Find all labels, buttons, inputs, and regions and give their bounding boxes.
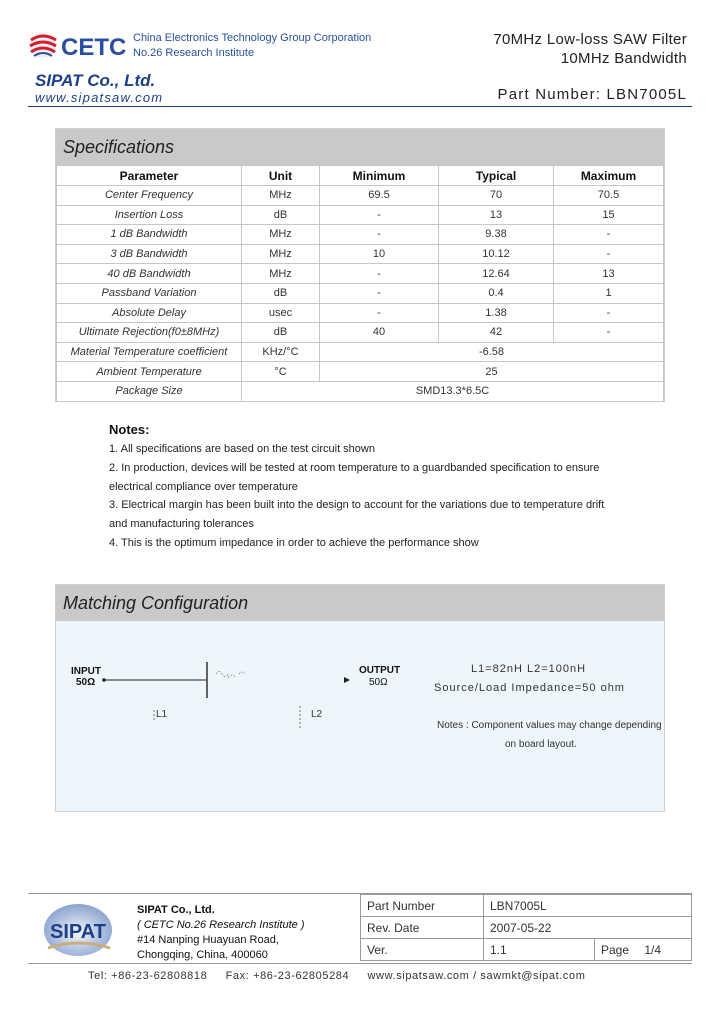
footer-company-name: SIPAT Co., Ltd. <box>137 904 215 916</box>
document-info-table <box>360 894 692 961</box>
cell-parameter: Insertion Loss <box>57 205 242 225</box>
table-row <box>57 303 664 323</box>
cell-typ: 13 <box>439 205 554 225</box>
specifications-table <box>56 165 664 402</box>
svg-text:CETC: CETC <box>61 34 127 61</box>
matching-circuit-diagram <box>56 640 386 750</box>
cell-unit: MHz <box>242 244 320 264</box>
cell-unit: dB <box>242 283 320 303</box>
cell-value: 25 <box>320 362 664 382</box>
company-line-1: China Electronics Technology Group Corporation <box>133 32 372 44</box>
part-number-heading: Part Number: LBN7005L <box>497 86 687 103</box>
cell-parameter: Center Frequency <box>57 186 242 206</box>
table-row <box>57 205 664 225</box>
header-divider <box>28 106 692 107</box>
cell-max: 13 <box>554 264 664 284</box>
cell-min: 69.5 <box>320 186 439 206</box>
output-arrow-icon <box>344 677 350 683</box>
table-row <box>57 323 664 343</box>
cell-unit: dB <box>242 205 320 225</box>
company-line-2: No.26 Research Institute <box>133 47 255 59</box>
cetc-globe-icon <box>28 28 136 62</box>
cell-max: - <box>554 323 664 343</box>
component-note-line-2: on board layout. <box>505 739 577 750</box>
company-name <box>133 31 371 61</box>
cell-max: - <box>554 303 664 323</box>
page-cell <box>595 939 692 961</box>
cell-min: - <box>320 264 439 284</box>
col-typical: Typical <box>439 166 554 186</box>
info-row-part-number <box>361 895 692 917</box>
website-link[interactable]: www.sipatsaw.com <box>35 90 164 105</box>
source-load-impedance: Source/Load Impedance=50 ohm <box>434 682 625 694</box>
col-unit: Unit <box>242 166 320 186</box>
cell-unit: MHz <box>242 186 320 206</box>
l1-label: L1 <box>156 709 168 720</box>
cell-value: SMD13.3*6.5C <box>242 381 664 401</box>
cell-parameter: Package Size <box>57 381 242 401</box>
l2-label: L2 <box>311 709 323 720</box>
cell-typ: 70 <box>439 186 554 206</box>
footer-address-2: Chongqing, China, 400060 <box>137 949 268 961</box>
col-parameter: Parameter <box>57 166 242 186</box>
cell-min: 40 <box>320 323 439 343</box>
note-line: 3. Electrical margin has been built into the design to account for the variations due to temperature drift <box>109 499 605 512</box>
cell-typ: 0.4 <box>439 283 554 303</box>
svg-text:SIPAT: SIPAT <box>50 921 106 943</box>
output-label: OUTPUT <box>359 665 401 676</box>
cell-parameter: Passband Variation <box>57 283 242 303</box>
footer-address-1: #14 Nanping Huayuan Road, <box>137 934 279 946</box>
footer-bottom-divider <box>28 963 692 964</box>
cell-typ: 1.38 <box>439 303 554 323</box>
title-line-1: 70MHz Low-loss SAW Filter <box>493 31 687 48</box>
saw-filter-icon <box>216 672 245 679</box>
table-header-row <box>57 166 664 186</box>
note-line: electrical compliance over temperature <box>109 480 298 493</box>
part-number-value: LBN7005L <box>484 895 692 917</box>
col-minimum: Minimum <box>320 166 439 186</box>
cell-unit: usec <box>242 303 320 323</box>
cell-min: - <box>320 303 439 323</box>
rev-date-value: 2007-05-22 <box>484 917 692 939</box>
matching-title: Matching Configuration <box>56 585 664 621</box>
cell-value: -6.58 <box>320 342 664 362</box>
table-row <box>57 381 664 401</box>
footer-company-block <box>137 903 305 963</box>
cell-min: - <box>320 283 439 303</box>
table-row <box>57 283 664 303</box>
note-line: 4. This is the optimum impedance in order to achieve the performance show <box>109 537 479 549</box>
rev-date-label: Rev. Date <box>361 917 484 939</box>
table-row <box>57 342 664 362</box>
col-maximum: Maximum <box>554 166 664 186</box>
cell-parameter: 1 dB Bandwidth <box>57 225 242 245</box>
cell-max: 15 <box>554 205 664 225</box>
title-line-2: 10MHz Bandwidth <box>560 50 687 67</box>
notes-title: Notes: <box>109 422 150 437</box>
cell-parameter: Ambient Temperature <box>57 362 242 382</box>
product-title <box>493 30 687 68</box>
footer-institute: ( CETC No.26 Research Institute ) <box>137 919 305 931</box>
sipat-logo <box>30 900 130 958</box>
info-row-rev-date <box>361 917 692 939</box>
input-terminal-icon <box>102 678 106 682</box>
cell-max: - <box>554 244 664 264</box>
cell-typ: 10.12 <box>439 244 554 264</box>
table-row <box>57 244 664 264</box>
cell-parameter: Absolute Delay <box>57 303 242 323</box>
cell-max: 70.5 <box>554 186 664 206</box>
note-line: 1. All specifications are based on the test circuit shown <box>109 443 375 455</box>
table-row <box>57 225 664 245</box>
cell-parameter: 3 dB Bandwidth <box>57 244 242 264</box>
specifications-title: Specifications <box>56 129 664 165</box>
cell-unit: KHz/°C <box>242 342 320 362</box>
note-line: and manufacturing tolerances <box>109 518 254 531</box>
version-label: Ver. <box>361 939 484 961</box>
component-note-line-1: Notes : Component values may change depending <box>437 720 662 731</box>
contact-line: Tel: +86-23-62808818 Fax: +86-23-62805284 www.sipatsaw.com / sawmkt@sipat.com <box>88 970 586 982</box>
cell-unit: MHz <box>242 225 320 245</box>
part-number-label: Part Number <box>361 895 484 917</box>
version-value: 1.1 <box>484 939 595 961</box>
cell-min: - <box>320 205 439 225</box>
note-line: 2. In production, devices will be tested at room temperature to a guardbanded specification to ensure <box>109 461 600 474</box>
cell-unit: MHz <box>242 264 320 284</box>
output-impedance: 50Ω <box>369 677 388 688</box>
cetc-logo <box>28 28 136 62</box>
specifications-body <box>57 186 664 402</box>
info-row-version <box>361 939 692 961</box>
input-impedance: 50Ω <box>76 677 96 688</box>
inductor-values: L1=82nH L2=100nH <box>471 663 587 675</box>
table-row <box>57 186 664 206</box>
page-label: Page <box>601 942 630 957</box>
cell-min: - <box>320 225 439 245</box>
page-value: 1/4 <box>644 942 662 957</box>
cell-typ: 9.38 <box>439 225 554 245</box>
cell-parameter: Ultimate Rejection(f0±8MHz) <box>57 323 242 343</box>
cell-unit: °C <box>242 362 320 382</box>
sipat-logo-icon <box>30 900 130 958</box>
table-row <box>57 362 664 382</box>
cell-unit: dB <box>242 323 320 343</box>
cell-max: - <box>554 225 664 245</box>
cell-parameter: 40 dB Bandwidth <box>57 264 242 284</box>
brand-name: SIPAT Co., Ltd. <box>35 71 156 90</box>
cell-min: 10 <box>320 244 439 264</box>
table-row <box>57 264 664 284</box>
cell-parameter: Material Temperature coefficient <box>57 342 242 362</box>
input-label: INPUT <box>71 666 101 677</box>
cell-max: 1 <box>554 283 664 303</box>
cell-typ: 12.64 <box>439 264 554 284</box>
cell-typ: 42 <box>439 323 554 343</box>
